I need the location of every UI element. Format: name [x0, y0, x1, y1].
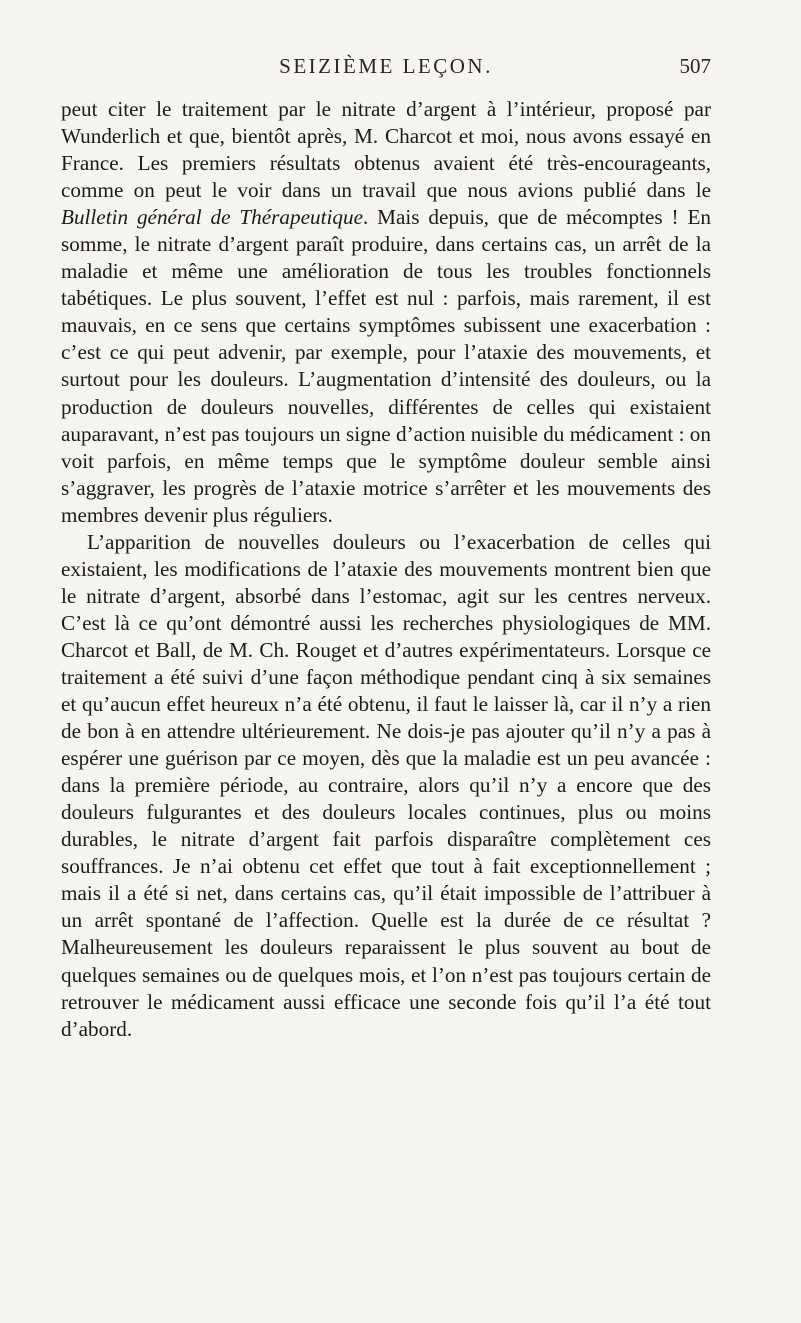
paragraph-2-text: L’apparition de nouvelles douleurs ou l’exacerbation de celles qui existaient, les modifications de l’ataxie des mouvements montrent bien que le nitrate d’argent, absorbé dans l’estomac, agit sur les centres nerveux. C’est là ce qu’ont démontré aussi les recherches physiologiques de MM. Charcot et Ball, de M. Ch. Rouget et d’autres expérimentateurs. Lorsque ce traitement a été suivi d’une façon méthodique pendant cinq à six semaines et qu’aucun effet heureux n’a été obtenu, il faut le laisser là, car il n’y a rien de bon à en attendre ultérieurement. Ne dois-je pas ajouter qu’il n’y a pas à espérer une guérison par ce moyen, dès que la maladie est un peu avancée : dans la première période, au contraire, alors qu’il n’y a encore que des douleurs fulgurantes et des douleurs locales continues, plus ou moins durables, le nitrate d’argent fait parfois disparaître complètement ces souffrances. Je n’ai obtenu cet effet que tout à fait exceptionnellement ; mais il a été si net, dans certains cas, qu’il était impossible de l’attribuer à un arrêt spontané de l’affection. Quelle est la durée de ce résultat ? Malheureusement les douleurs reparaissent le plus souvent au bout de quelques semaines ou de quelques mois, et l’on n’est pas toujours certain de retrouver le médicament aussi efficace une seconde fois qu’il l’a été tout d’abord. [61, 529, 711, 1041]
page-header [61, 54, 711, 90]
running-head: SEIZIÈME LEÇON. [279, 54, 493, 78]
paragraph-2 [61, 529, 711, 1043]
page-number: 507 [679, 54, 711, 78]
paragraph-1-text-b: . Mais depuis, que de mécomptes ! En somme, le nitrate d’argent paraît produire, dans certains cas, un arrêt de la maladie et même une amélioration de tous les troubles fonctionnels tabétiques. Le plus souvent, l’effet est nul : parfois, mais rarement, il est mauvais, en ce sens que certains symptômes subissent une exacerbation : c’est ce qui peut advenir, par exemple, pour l’ataxie des mouvements, et surtout pour les douleurs. L’augmentation d’intensité des douleurs, ou la production de douleurs nouvelles, différentes de celles qui existaient auparavant, n’est pas toujours un signe d’action nuisible du médicament : on voit parfois, en même temps que le symptôme douleur semble ainsi s’aggraver, les progrès de l’ataxie motrice s’arrêter et les mouvements des membres devenir plus réguliers. [61, 205, 711, 527]
journal-title: Bulletin général de Thérapeutique [61, 205, 363, 230]
paragraph-1 [61, 96, 711, 529]
paragraph-1-text-a: peut citer le traitement par le nitrate d’argent à l’intérieur, proposé par Wunderlich et que, bientôt après, M. Charcot et moi, nous avons essayé en France. Les premiers résultats obtenus avaient été très-encourageants, comme on peut le voir dans un travail que nous avions publié dans le [61, 97, 711, 203]
body-text [61, 96, 711, 1043]
